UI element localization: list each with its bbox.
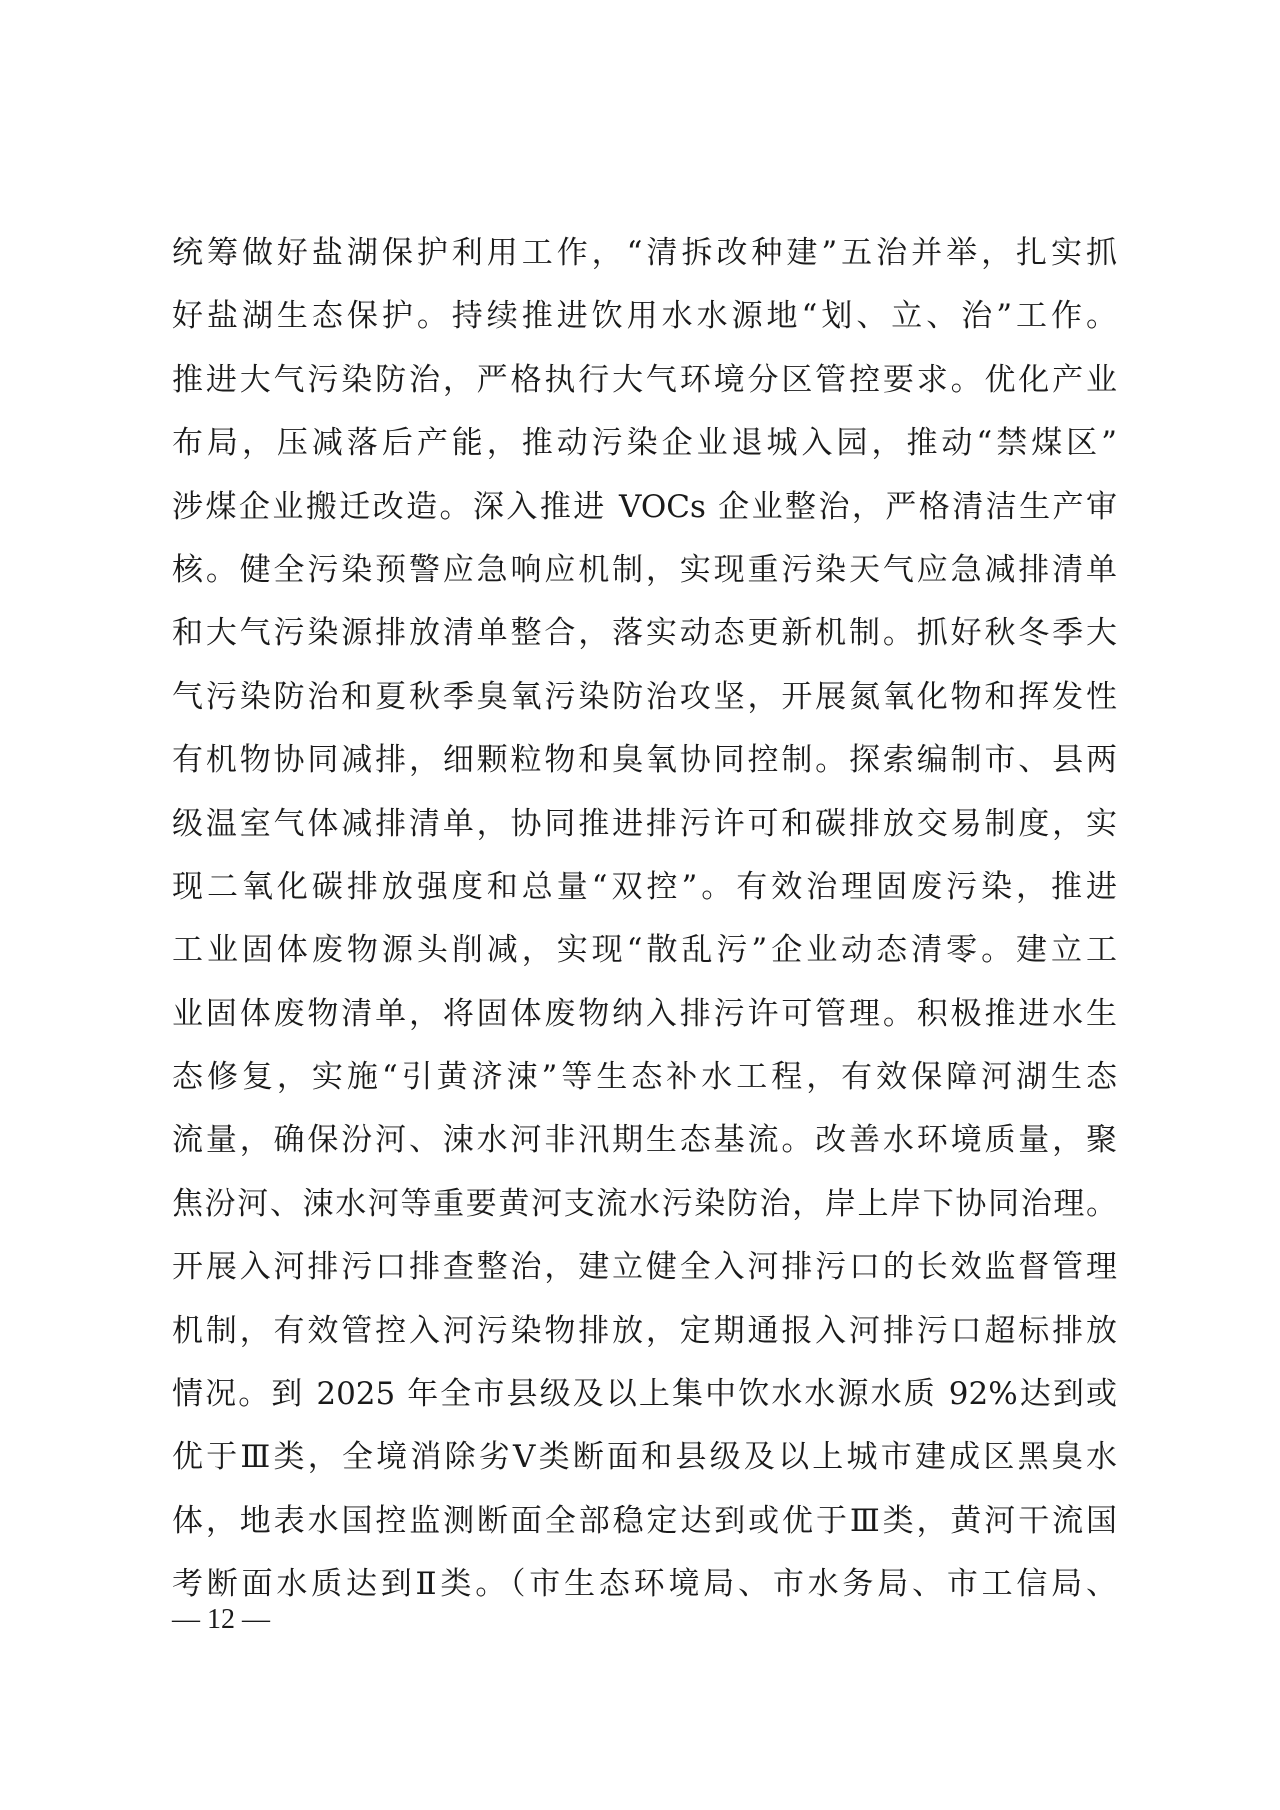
text-line: 优于Ⅲ类，全境消除劣Ⅴ类断面和县级及以上城市建成区黑臭水 — [172, 1439, 1117, 1476]
text-line: 焦汾河、涑水河等重要黄河支流水污染防治，岸上岸下协同治理。 — [172, 1185, 1117, 1222]
text-line: 气污染防治和夏秋季臭氧污染防治攻坚，开展氮氧化物和挥发性 — [172, 678, 1117, 715]
text-line: 流量，确保汾河、涑水河非汛期生态基流。改善水环境质量，聚 — [172, 1122, 1117, 1159]
text-line: 涉煤企业搬迁改造。深入推进 VOCs 企业整治，严格清洁生产审 — [172, 488, 1117, 525]
text-line: 开展入河排污口排查整治，建立健全入河排污口的长效监督管理 — [172, 1249, 1117, 1286]
text-line: 业固体废物清单，将固体废物纳入排污许可管理。积极推进水生 — [172, 995, 1117, 1032]
text-line: 工业固体废物源头削减，实现“散乱污”企业动态清零。建立工 — [172, 932, 1117, 969]
text-line: 体，地表水国控监测断面全部稳定达到或优于Ⅲ类，黄河干流国 — [172, 1502, 1117, 1539]
text-line: 有机物协同减排，细颗粒物和臭氧协同控制。探索编制市、县两 — [172, 742, 1117, 779]
text-line: 级温室气体减排清单，协同推进排污许可和碳排放交易制度，实 — [172, 805, 1117, 842]
text-line: 现二氧化碳排放强度和总量“双控”。有效治理固废污染，推进 — [172, 868, 1117, 905]
text-line: 布局，压减落后产能，推动污染企业退城入园，推动“禁煤区” — [172, 425, 1117, 462]
text-line: 统筹做好盐湖保护利用工作，“清拆改种建”五治并举，扎实抓 — [172, 235, 1117, 271]
page-number: — 12 — — [172, 1604, 270, 1635]
text-line: 核。健全污染预警应急响应机制，实现重污染天气应急减排清单 — [172, 551, 1117, 588]
body-text — [172, 228, 1117, 1609]
text-line: 推进大气污染防治，严格执行大气环境分区管控要求。优化产业 — [172, 361, 1117, 398]
text-line: 和大气污染源排放清单整合，落实动态更新机制。抓好秋冬季大 — [172, 615, 1117, 652]
text-line: 好盐湖生态保护。持续推进饮用水水源地“划、立、治”工作。 — [172, 298, 1117, 335]
text-line: 情况。到 2025 年全市县级及以上集中饮水水源水质 92%达到或 — [172, 1376, 1117, 1413]
text-line: 态修复，实施“引黄济涑”等生态补水工程，有效保障河湖生态 — [172, 1059, 1117, 1096]
text-line: 考断面水质达到Ⅱ类。（市生态环境局、市水务局、市工信局、 — [172, 1566, 1117, 1603]
text-line: 机制，有效管控入河污染物排放，定期通报入河排污口超标排放 — [172, 1312, 1117, 1349]
